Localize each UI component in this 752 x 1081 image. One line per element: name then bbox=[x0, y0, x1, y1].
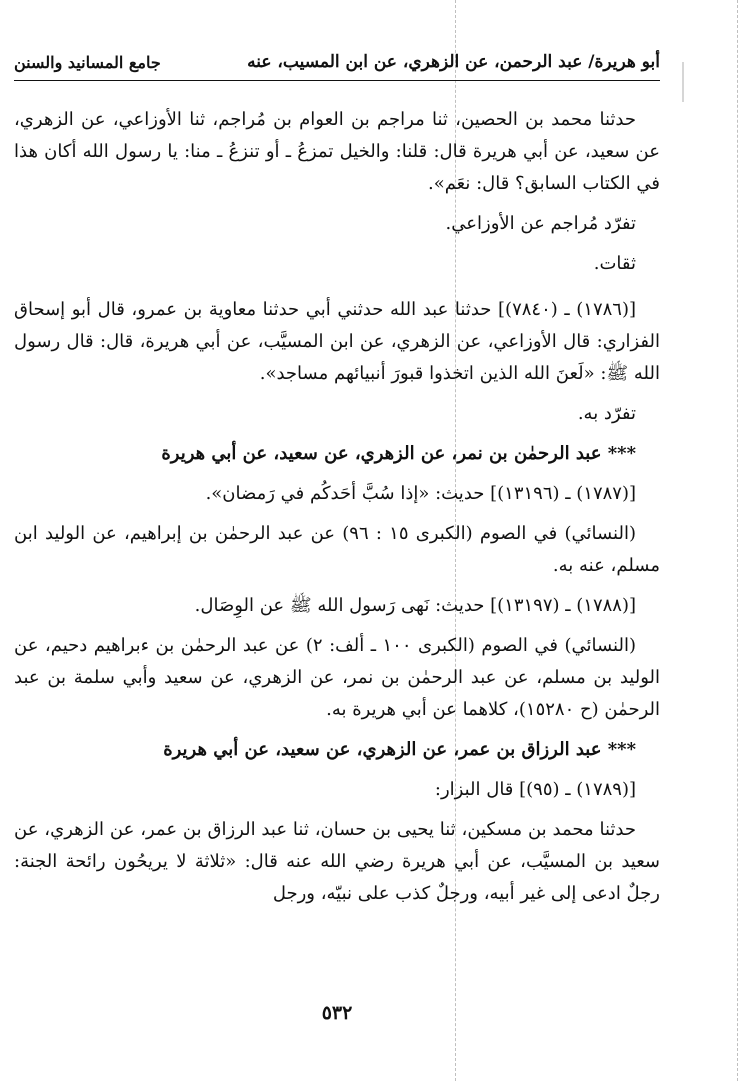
paragraph: (النسائي) في الصوم (الكبرى ١٥ : ٩٦) عن عبد الرحمٰن بن إبراهيم، عن الوليد ابن مسلم، عنه به. bbox=[14, 523, 660, 576]
paragraph: حدثنا محمد بن مسكين، ثنا يحيى بن حسان، ثنا عبد الرزاق بن عمر، عن الزهري، عن سعيد بن المسيَّب، عن أبي هريرة رضي الله عنه قال: «ثلاثة لا يريحُون رائحة الجنة: رجلٌ ادعى إلى غير أبيه، ورجلٌ كذب على نبيّه، ورجل bbox=[14, 819, 660, 904]
hadith-entry: [(١٧٨٦) ـ (٧٨٤٠)] حدثنا عبد الله حدثني أبي حدثنا معاوية بن عمرو، قال أبو إسحاق الفزاري: قال الأوزاعي، عن الزهري، عن ابن المسيَّب، عن أبي هريرة، قال: قال رسول الله ﷺ: «لَعنَ الله الذين اتخذوا قبورَ أنبيائهم مساجد». bbox=[14, 299, 660, 384]
scan-edge-mark bbox=[682, 62, 684, 102]
header-right-title: أبو هريرة/ عبد الرحمن، عن الزهري، عن ابن المسيب، عنه bbox=[247, 52, 660, 72]
paragraph: تفرّد به. bbox=[577, 403, 636, 424]
section-heading: *** عبد الرحمٰن بن نمر، عن الزهري، عن سعيد، عن أبي هريرة bbox=[161, 443, 636, 464]
paragraph: ثقات. bbox=[593, 253, 636, 274]
hadith-entry: [(١٧٨٩) ـ (٩٥)] قال البزار: bbox=[434, 779, 636, 800]
hadith-entry: [(١٧٨٧) ـ (١٣١٩٦)] حديث: «إذا سُبَّ أحَدكُم في رَمضان». bbox=[205, 483, 636, 504]
page-number: ٥٣٢ bbox=[321, 1002, 353, 1024]
document-page bbox=[14, 0, 660, 1081]
paragraph: (النسائي) في الصوم (الكبرى ١٠٠ ـ ألف: ٢) عن عبد الرحمٰن بن ءبراهيم دحيم، عن الوليد بن مسلم، عن عبد الرحمٰن بن نمر، عن الزهري، عن سعيد وأبي سلمة بن عبد الرحمٰن (ح ١٥٢٨٠)، كلاهما عن أبي هريرة به. bbox=[14, 635, 660, 720]
section-heading: *** عبد الرزاق بن عمر، عن الزهري، عن سعيد، عن أبي هريرة bbox=[163, 739, 636, 760]
paragraph: تفرّد مُراجم عن الأوزاعي. bbox=[445, 213, 636, 234]
paragraph: حدثنا محمد بن الحصين، ثنا مراجم بن العوام بن مُراجم، ثنا الأوزاعي، عن الزهري، عن سعيد، عن أبي هريرة قال: قلنا: والخيل تمزعُ ـ أو تنزعُ ـ منا: يا رسول الله أكان هذا في الكتاب السابق؟ قال: نعَم». bbox=[14, 109, 660, 194]
document-body bbox=[14, 104, 660, 910]
header-left-title: جامع المسانيد والسنن bbox=[14, 52, 161, 72]
running-header bbox=[14, 44, 660, 81]
hadith-entry: [(١٧٨٨) ـ (١٣١٩٧)] حديث: نَهى رَسول الله ﷺ عن الوِصَال. bbox=[194, 595, 636, 616]
scan-margin-line bbox=[737, 0, 738, 1081]
